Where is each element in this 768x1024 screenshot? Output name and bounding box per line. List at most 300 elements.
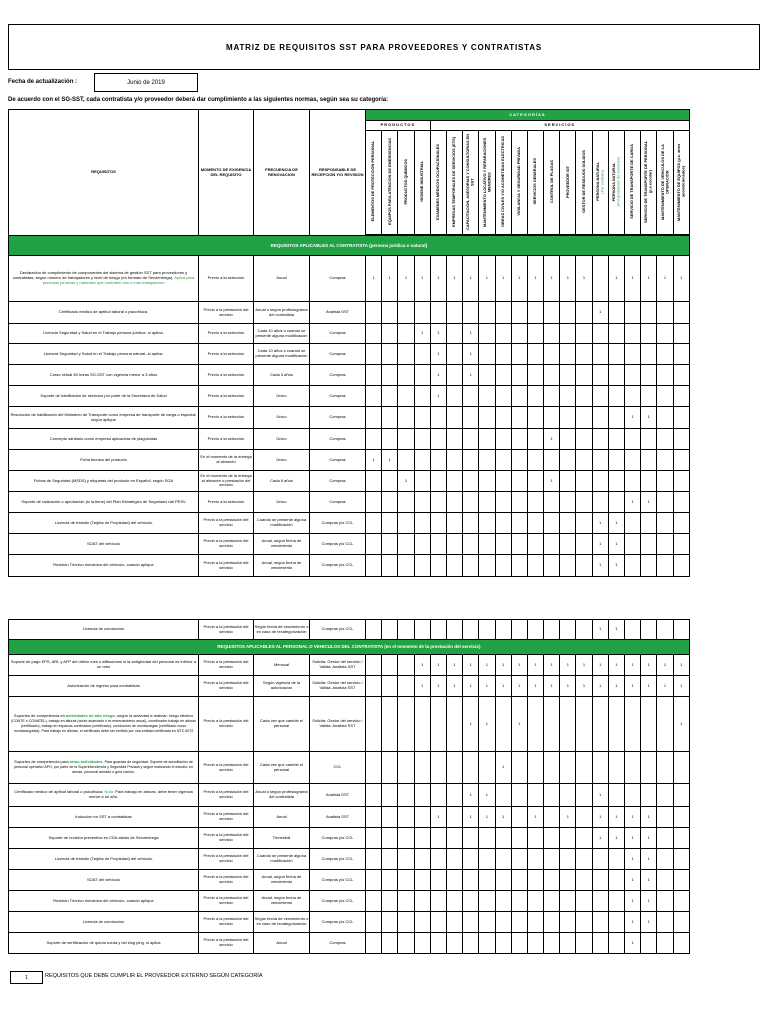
category-mark-cell (608, 697, 624, 752)
category-mark-cell (657, 513, 673, 534)
category-mark-cell (527, 471, 543, 492)
category-mark-cell: 1 (511, 697, 527, 752)
category-mark-cell (382, 513, 398, 534)
text-fragment: . (102, 759, 105, 765)
category-mark-cell (398, 555, 414, 577)
requirement-cell (9, 752, 199, 784)
category-mark-cell (446, 933, 462, 954)
category-mark-cell (479, 429, 495, 450)
header-frecuencia: FRECUENCIA DE RENOVACION (254, 110, 310, 236)
frecuencia-cell: Anual (254, 807, 310, 828)
requirement-cell: Licencia de tránsito (Tarjeta de Propiedad) del vehículo (9, 513, 199, 534)
frecuencia-cell: Según fecha de vencimiento o en caso de recategorización (254, 912, 310, 933)
category-label: MANTENIMIENTO DE EQUIPOS (p.e. aires acondicionados) (675, 142, 686, 221)
category-mark-cell: 1 (625, 891, 641, 912)
category-mark-cell (398, 697, 414, 752)
category-mark-cell (430, 828, 446, 849)
category-mark-cell: 1 (625, 492, 641, 513)
requirement-cell: Fichas de Seguridad (MSDS) y etiquetas del producto en Español, según SGA (9, 471, 199, 492)
category-label: SERVICIOS GENERALES (532, 158, 538, 205)
category-mark-cell: 1 (608, 256, 624, 302)
category-mark-cell (560, 933, 576, 954)
category-mark-cell: 1 (673, 655, 689, 676)
table-row (9, 933, 690, 954)
category-mark-cell (625, 555, 641, 577)
category-mark-cell: 1 (527, 807, 543, 828)
category-mark-cell (544, 302, 560, 324)
category-mark-cell (527, 324, 543, 344)
responsable-cell: Analista SST (310, 302, 366, 324)
requirement-cell: Licencia de tránsito (Tarjeta de Propiedad) del vehículo (9, 849, 199, 870)
table-row (9, 676, 690, 697)
category-mark-cell (479, 870, 495, 891)
category-mark-cell (608, 324, 624, 344)
category-mark-cell (511, 344, 527, 365)
category-mark-cell: 1 (592, 555, 608, 577)
category-mark-cell (673, 471, 689, 492)
category-mark-cell (673, 912, 689, 933)
frecuencia-cell: Mensual (254, 655, 310, 676)
category-mark-cell (592, 471, 608, 492)
category-mark-cell (463, 492, 479, 513)
category-mark-cell (414, 513, 430, 534)
category-mark-cell (511, 407, 527, 429)
category-label: MANTENIMIENTO DE VEHICULOS DE LA OPERACIÓN (659, 143, 669, 220)
category-mark-cell (398, 784, 414, 807)
requirement-cell: Certificado médico de aptitud laboral o psicofísica. (9, 302, 199, 324)
fecha-value: Junio de 2019 (94, 73, 198, 92)
category-mark-cell (625, 324, 641, 344)
requirement-cell: Resolución de habilitación del Ministerio de Transporte como empresa de transporte de carga o especial, según aplique (9, 407, 199, 429)
category-mark-cell (673, 828, 689, 849)
category-mark-cell: 1 (479, 655, 495, 676)
category-mark-cell (479, 492, 495, 513)
category-mark-cell: 1 (560, 807, 576, 828)
section-title: REQUISITOS APLICABLES AL CONTRATISTA (persona jurídica o natural) (9, 236, 690, 256)
category-mark-cell (446, 302, 462, 324)
category-mark-cell (511, 870, 527, 891)
momento-cell: Previo a la prestación del servicio (199, 891, 254, 912)
category-mark-cell: 1 (625, 870, 641, 891)
table-row (9, 256, 690, 302)
category-mark-cell (625, 697, 641, 752)
category-mark-cell (495, 849, 511, 870)
category-mark-cell: 1 (463, 365, 479, 386)
category-mark-cell (446, 513, 462, 534)
category-mark-cell (495, 912, 511, 933)
category-mark-cell (560, 513, 576, 534)
category-mark-cell (527, 933, 543, 954)
category-mark-cell: 1 (625, 676, 641, 697)
category-mark-cell (625, 429, 641, 450)
category-mark-cell (430, 302, 446, 324)
category-mark-cell (576, 752, 592, 784)
text-fragment: Para trabajo en alturas, debe tener vigencia menor a un año. (88, 789, 193, 799)
category-mark-cell: 1 (608, 620, 624, 640)
category-mark-cell (608, 386, 624, 407)
category-mark-cell (414, 450, 430, 471)
responsable-cell: Analista SST (310, 807, 366, 828)
section-header-row (9, 236, 690, 256)
table-row (9, 450, 690, 471)
table-row (9, 697, 690, 752)
category-mark-cell (625, 344, 641, 365)
requirement-cell: Soporte de certificación de quinta rueda y del king ping, si aplica (9, 933, 199, 954)
table-row (9, 344, 690, 365)
category-mark-cell (398, 849, 414, 870)
category-mark-cell: 1 (592, 655, 608, 676)
category-mark-cell (544, 807, 560, 828)
section-title: REQUISITOS APLICABLES AL PERSONAL O VEHICULOS DEL CONTRATISTA (en el momento de la prestación del servicio) (9, 640, 690, 655)
category-mark-cell (673, 891, 689, 912)
responsable-cell: Compras (310, 324, 366, 344)
category-mark-cell (576, 365, 592, 386)
category-mark-cell (511, 891, 527, 912)
category-header (495, 131, 511, 235)
category-mark-cell (560, 492, 576, 513)
category-mark-cell (576, 870, 592, 891)
frecuencia-cell: Anual (254, 933, 310, 954)
category-mark-cell (430, 534, 446, 555)
category-mark-cell (544, 697, 560, 752)
category-mark-cell (673, 407, 689, 429)
category-mark-cell (608, 365, 624, 386)
category-mark-cell (625, 513, 641, 534)
responsable-cell: Compras (310, 471, 366, 492)
table-row (9, 302, 690, 324)
category-mark-cell (576, 891, 592, 912)
requirement-cell: SOAT del vehículo (9, 870, 199, 891)
category-mark-cell: 1 (592, 513, 608, 534)
category-mark-cell (511, 807, 527, 828)
category-mark-cell (544, 933, 560, 954)
category-mark-cell: 1 (608, 655, 624, 676)
category-mark-cell: 1 (641, 676, 657, 697)
category-mark-cell (495, 324, 511, 344)
category-mark-cell (673, 365, 689, 386)
category-mark-cell (446, 492, 462, 513)
category-mark-cell (657, 429, 673, 450)
requirement-cell: Licencia de conducción (9, 912, 199, 933)
category-mark-cell (592, 933, 608, 954)
category-mark-cell (398, 891, 414, 912)
category-mark-cell: 1 (673, 676, 689, 697)
category-mark-cell: 1 (641, 912, 657, 933)
category-mark-cell (414, 407, 430, 429)
category-mark-cell (414, 891, 430, 912)
category-mark-cell (527, 534, 543, 555)
category-mark-cell (414, 933, 430, 954)
responsable-cell (310, 655, 366, 676)
category-mark-cell (673, 386, 689, 407)
category-mark-cell: 1 (495, 807, 511, 828)
category-mark-cell (382, 784, 398, 807)
category-mark-cell (446, 620, 462, 640)
category-mark-cell (657, 407, 673, 429)
category-mark-cell: 1 (576, 655, 592, 676)
category-mark-cell (673, 344, 689, 365)
category-mark-cell (414, 386, 430, 407)
table-row (9, 555, 690, 577)
category-mark-cell (560, 534, 576, 555)
category-mark-cell: 1 (430, 324, 446, 344)
category-mark-cell (560, 407, 576, 429)
category-mark-cell: 1 (544, 471, 560, 492)
category-mark-cell (430, 752, 446, 784)
category-mark-cell (479, 324, 495, 344)
text-fragment: otras actividades (69, 759, 103, 765)
table-row (9, 912, 690, 933)
category-mark-cell: 1 (495, 676, 511, 697)
category-mark-cell (625, 534, 641, 555)
category-mark-cell (673, 784, 689, 807)
category-mark-cell (446, 697, 462, 752)
category-mark-cell (398, 534, 414, 555)
category-mark-cell (382, 891, 398, 912)
category-mark-cell (592, 344, 608, 365)
category-mark-cell: 1 (657, 256, 673, 302)
category-mark-cell: 1 (430, 365, 446, 386)
category-mark-cell (576, 933, 592, 954)
category-mark-cell (414, 534, 430, 555)
category-mark-cell (446, 324, 462, 344)
category-label: EXÁMENES MÉDICOS OCUPACIONALES (435, 143, 441, 220)
category-mark-cell (592, 386, 608, 407)
category-mark-cell (479, 828, 495, 849)
category-mark-cell (560, 365, 576, 386)
category-mark-cell (657, 555, 673, 577)
fecha-label: Fecha de actualización : (8, 79, 78, 85)
category-mark-cell (608, 891, 624, 912)
category-mark-cell: 1 (463, 676, 479, 697)
frecuencia-cell: Único (254, 450, 310, 471)
responsable-cell: Analista SST (310, 784, 366, 807)
category-mark-cell (495, 302, 511, 324)
category-header (430, 131, 446, 235)
category-mark-cell (641, 534, 657, 555)
category-mark-cell: 1 (625, 407, 641, 429)
category-mark-cell: 1 (398, 256, 414, 302)
category-label: OBRAS CIVILES Y/O ACOMETIDAS ELECTRICAS (499, 136, 505, 228)
category-header (414, 131, 430, 235)
category-mark-cell (382, 407, 398, 429)
momento-cell: Previo a la prestación del servicio (199, 534, 254, 555)
frecuencia-cell: Anual (254, 256, 310, 302)
text-fragment: Para guardas de seguridad: Soporte de acreditación de personal operativo APO, por parte de la Superintendencia y Seguridad Privada y seguir realizando el estudio; en armas, personal armado o guía canino. (13, 760, 193, 774)
category-mark-cell (511, 386, 527, 407)
category-mark-cell (560, 849, 576, 870)
category-mark-cell: 1 (430, 256, 446, 302)
category-header (463, 131, 479, 235)
responsable-cell: Compras (310, 386, 366, 407)
frecuencia-cell: Anual, según fecha de vencimiento (254, 891, 310, 912)
requirement-cell (9, 784, 199, 807)
category-mark-cell (673, 933, 689, 954)
momento-cell: Previo a la selección (199, 429, 254, 450)
momento-cell: Previo a la prestación del servicio (199, 807, 254, 828)
category-mark-cell (576, 324, 592, 344)
category-mark-cell: 1 (495, 752, 511, 784)
text-fragment: Certificado médico de aptitud laboral o psicofísica. (14, 789, 105, 795)
category-mark-cell (511, 752, 527, 784)
category-mark-cell (463, 620, 479, 640)
category-mark-cell: 1 (641, 849, 657, 870)
category-mark-cell (463, 386, 479, 407)
category-mark-cell (398, 407, 414, 429)
frecuencia-cell: Cada vez que cambie el personal (254, 697, 310, 752)
category-mark-cell (560, 784, 576, 807)
category-mark-cell: 1 (430, 655, 446, 676)
category-mark-cell (382, 697, 398, 752)
category-mark-cell (544, 534, 560, 555)
category-mark-cell (657, 471, 673, 492)
responsable-cell: Compras (310, 450, 366, 471)
category-mark-cell (446, 752, 462, 784)
category-mark-cell (430, 407, 446, 429)
category-mark-cell (446, 849, 462, 870)
category-mark-cell: 1 (608, 555, 624, 577)
requirement-cell: Revisión Técnico mecánica del vehículo, cuando aplique (9, 891, 199, 912)
category-mark-cell (479, 534, 495, 555)
category-mark-cell (592, 891, 608, 912)
requirement-cell: Ficha técnica del producto (9, 450, 199, 471)
table-row (9, 870, 690, 891)
category-mark-cell (430, 450, 446, 471)
category-mark-cell (544, 849, 560, 870)
category-mark-cell (576, 386, 592, 407)
category-header (479, 131, 495, 235)
category-mark-cell (657, 828, 673, 849)
category-mark-cell: 1 (544, 655, 560, 676)
frecuencia-cell: Cada 5 años (254, 471, 310, 492)
category-mark-cell (366, 344, 382, 365)
category-mark-cell (382, 492, 398, 513)
category-mark-cell (576, 407, 592, 429)
category-mark-cell (657, 302, 673, 324)
requirements-matrix-top (8, 109, 690, 577)
category-mark-cell: 1 (463, 344, 479, 365)
category-mark-cell (430, 555, 446, 577)
category-mark-cell (398, 450, 414, 471)
responsable-cell: Compras (310, 365, 366, 386)
category-mark-cell (527, 870, 543, 891)
category-mark-cell: 1 (544, 429, 560, 450)
frecuencia-cell: Trimestral (254, 828, 310, 849)
category-mark-cell (414, 697, 430, 752)
table-row (9, 492, 690, 513)
category-label: PRODUCTOS QUÍMICOS (402, 158, 408, 205)
category-mark-cell (527, 492, 543, 513)
category-mark-cell: 1 (657, 655, 673, 676)
momento-cell: Previo a la selección (199, 324, 254, 344)
intro-text: De acuerdo con el SG-SST, cada contratista y/o proveedor deberá dar cumplimiento a las siguientes normas, según sea su categoría: (8, 97, 389, 103)
category-mark-cell (544, 407, 560, 429)
category-mark-cell: 1 (382, 450, 398, 471)
category-mark-cell (398, 302, 414, 324)
category-mark-cell (382, 344, 398, 365)
category-mark-cell: 1 (527, 256, 543, 302)
category-mark-cell (446, 450, 462, 471)
category-mark-cell (446, 429, 462, 450)
text-fragment: : Analista SST (330, 664, 356, 669)
category-mark-cell (430, 912, 446, 933)
category-mark-cell (366, 828, 382, 849)
category-mark-cell: 1 (463, 807, 479, 828)
category-mark-cell (673, 302, 689, 324)
table-row (9, 324, 690, 344)
requirement-cell: Soporte de pago EPS, ARL y AFP del último mes o afiliaciones si la antigüedad del personal es inferior a un mes (9, 655, 199, 676)
category-mark-cell (592, 870, 608, 891)
category-mark-cell: 1 (560, 655, 576, 676)
category-mark-cell (657, 891, 673, 912)
category-mark-cell (382, 655, 398, 676)
text-fragment: Solicita (312, 680, 326, 686)
category-mark-cell (495, 933, 511, 954)
category-mark-cell (398, 870, 414, 891)
category-mark-cell (576, 302, 592, 324)
responsable-cell: Compras y/o CCL (310, 513, 366, 534)
category-label: SERVICIO DE TRANSPORTE DE CARGA (629, 144, 635, 219)
responsable-cell: CCL (310, 752, 366, 784)
category-mark-cell (673, 752, 689, 784)
category-mark-cell: 1 (544, 676, 560, 697)
category-mark-cell (446, 344, 462, 365)
category-mark-cell (592, 324, 608, 344)
table-row (9, 513, 690, 534)
category-mark-cell (608, 912, 624, 933)
category-mark-cell (641, 784, 657, 807)
category-mark-cell (657, 620, 673, 640)
category-mark-cell (430, 429, 446, 450)
category-mark-cell (398, 324, 414, 344)
category-mark-cell (511, 302, 527, 324)
category-mark-cell (673, 534, 689, 555)
category-mark-cell (511, 365, 527, 386)
category-mark-cell (527, 891, 543, 912)
category-mark-cell (625, 752, 641, 784)
category-mark-cell (366, 407, 382, 429)
category-mark-cell (592, 365, 608, 386)
category-mark-cell (463, 471, 479, 492)
category-mark-cell: 1 (382, 256, 398, 302)
category-mark-cell (414, 870, 430, 891)
category-mark-cell (495, 407, 511, 429)
text-fragment: Declaración de cumplimiento de componentes del sistema de gestión SST para proveedores y contratistas, según número de trabajadores y nivel de riesgo (en formato de Servientrega). (12, 270, 188, 281)
category-mark-cell (592, 912, 608, 933)
category-mark-cell (430, 513, 446, 534)
category-mark-cell (382, 912, 398, 933)
category-mark-cell: 1 (673, 697, 689, 752)
category-mark-cell (544, 828, 560, 849)
category-mark-cell: 1 (430, 344, 446, 365)
category-mark-cell (527, 849, 543, 870)
category-mark-cell: 1 (495, 655, 511, 676)
responsable-cell: Compras y/o CCL (310, 555, 366, 577)
text-fragment: : Gestor del servicio / (325, 718, 363, 724)
requirement-cell: Curso virtual 50 horas SG-SST con vigencia menor a 3 años (9, 365, 199, 386)
requirement-cell: Licencia Seguridad y Salud en el Trabajo persona jurídica -si aplica- (9, 324, 199, 344)
category-mark-cell (673, 555, 689, 577)
category-mark-cell (608, 492, 624, 513)
category-mark-cell: 1 (446, 676, 462, 697)
category-mark-cell (479, 849, 495, 870)
frecuencia-cell: Anual o según profesiograma del contratista (254, 302, 310, 324)
momento-cell: Previo a la prestación del servicio (199, 828, 254, 849)
category-mark-cell (463, 752, 479, 784)
category-mark-cell (641, 513, 657, 534)
category-mark-cell (576, 534, 592, 555)
responsable-cell: Compras y/o CCL (310, 620, 366, 640)
